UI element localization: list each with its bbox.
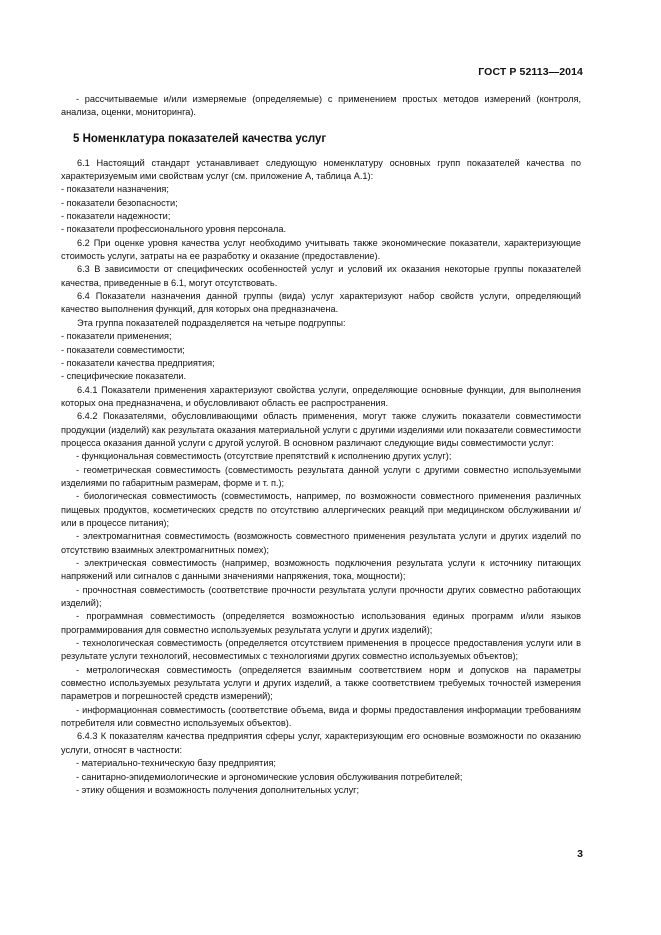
list-item: - показатели профессионального уровня персонала. <box>61 224 287 235</box>
list-item: - метрологическая совместимость (определяется взаимным соответствием норм и допусков на параметры совместно используемых результата услуги и других изделий, а также соответствием требуемых точностей измерения параметров и погрешностей средств измерений); <box>61 664 581 702</box>
paragraph-6-3: 6.3 В зависимости от специфических особенностей услуг и условий их оказания некоторые группы показателей качества, приведенные в 6.1, могут отсутствовать. <box>61 264 581 288</box>
paragraph-6-4-sub: Эта группа показателей подразделяется на четыре подгруппы: <box>77 317 346 328</box>
list-item: - электромагнитная совместимость (возможность совместного применения результата услуги и других изделий по отсутствию взаимных электромагнитных помех); <box>61 531 581 555</box>
list-item: - электрическая совместимость (например, возможность подключения результата услуги к источнику питающих напряжений или сигналов с данными значениями напряжения, тока, мощности); <box>61 558 581 582</box>
list-item: - санитарно-эпидемиологические и эргономические условия обслуживания потребителей; <box>76 771 463 782</box>
list-item: - материально-техническую базу предприятия; <box>76 758 276 769</box>
paragraph-6-4-3: 6.4.3 К показателям качества предприятия сферы услуг, характеризующим его основные возможности по оказанию услуги, относят в частности: <box>61 731 581 755</box>
paragraph-6-4-1: 6.4.1 Показатели применения характеризуют свойства услуги, определяющие основные функции, для выполнения которых она предназначена, и обусловливают область ее распространения. <box>61 384 581 408</box>
list-item: - функциональная совместимость (отсутствие препятствий к исполнению других услуг); <box>76 451 452 462</box>
page-number: 3 <box>577 848 583 860</box>
list-item: - показатели качества предприятия; <box>61 357 215 368</box>
paragraph-6-2: 6.2 При оценке уровня качества услуг необходимо учитывать также экономические показатели, характеризующие стоимость услуги, затраты на ее разработку и оказание (предоставление). <box>61 237 581 262</box>
list-item: - технологическая совместимость (определяется отсутствием применения в процессе предоставления услуги или в результате услуги технологий, несовместимых с технологиями других совместно используемых объектов); <box>61 638 581 662</box>
intro-list-item: - рассчитываемые и/или измеряемые (определяемые) с применением простых методов измерений (контроля, анализа, оценки, мониторинга). <box>61 94 581 118</box>
paragraph-6-1: 6.1 Настоящий стандарт устанавливает следующую номенклатуру основных групп показателей качества по характеризуемым ими свойствам услуг (см. приложение А, таблица А.1): <box>61 157 581 182</box>
list-item: - информационная совместимость (соответствие объема, вида и формы предоставления информации требованиям потребителя или совместно используемых объектов). <box>61 704 581 729</box>
list-item: - показатели применения; <box>61 331 172 342</box>
list-item: - программная совместимость (определяется возможностью использования единых программ и/или языков программирования для совместно используемых результата услуги и других изделий); <box>61 611 581 635</box>
section-title: 5 Номенклатура показателей качества услуг <box>73 132 327 145</box>
list-item: - геометрическая совместимость (совместимость результата данной услуги с другими совместно используемыми изделиями по габаритным размерам, форме и т. п.); <box>61 464 581 488</box>
paragraph-6-4: 6.4 Показатели назначения данной группы (вида) услуг характеризуют набор свойств услуги, определяющий качество выполнения функций, для которых она предназначена. <box>61 291 581 315</box>
list-item: - прочностная совместимость (соответствие прочности результата услуги прочности других совместно работающих изделий); <box>61 584 581 609</box>
list-item: - показатели совместимости; <box>61 344 185 355</box>
document-body <box>61 93 581 797</box>
list-item: - показатели назначения; <box>61 184 169 195</box>
paragraph-6-4-2: 6.4.2 Показателями, обусловливающими область применения, могут также служить показатели совместимости продукции (изделий) как результата оказания материальной услуги с другими изделиями или показатели совместимости процесса оказания данной услуги с другой услугой. В основном различают следующие виды совместимости услуг: <box>61 411 581 448</box>
list-item: - показатели безопасности; <box>61 197 178 208</box>
document-header: ГОСТ Р 52113—2014 <box>478 66 583 78</box>
list-item: - показатели надежности; <box>61 211 171 222</box>
list-item: - биологическая совместимость (совместимость, например, по возможности совместного применения различных пищевых продуктов, косметических средств по отсутствию аллергических реакций при медицинском обслуживании и/или в процессе питания); <box>61 491 581 528</box>
list-item: - этику общения и возможность получения дополнительных услуг; <box>76 784 360 795</box>
list-item: - специфические показатели. <box>61 371 187 382</box>
